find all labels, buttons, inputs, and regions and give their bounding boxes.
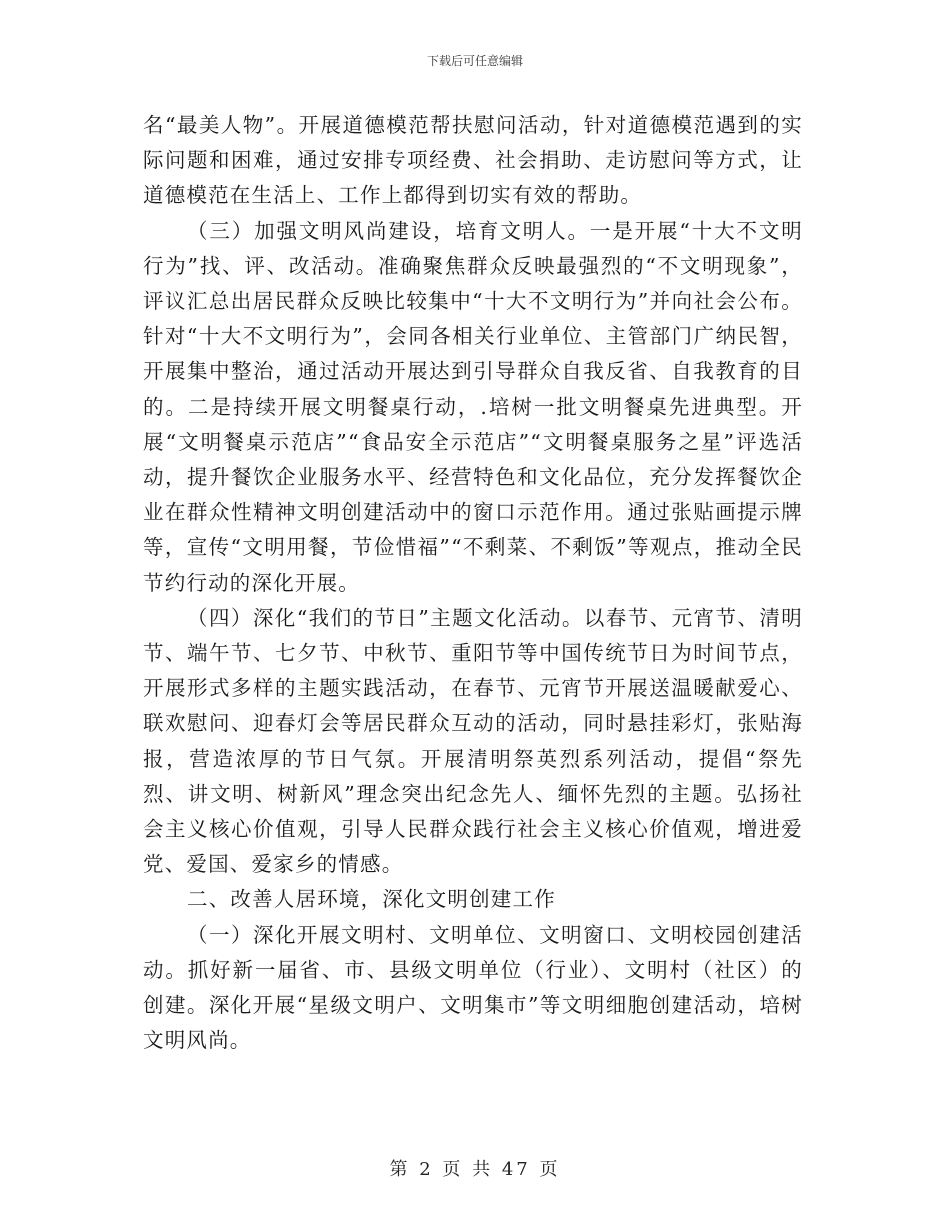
paragraph-2: （三）加强文明风尚建设，培育文明人。一是开展“十大不文明行为”找、评、改活动。准确聚焦群众反映最强烈的“不文明现象”，评议汇总出居民群众反映比较集中“十大不文明行为”并向社会公布。针对“十大不文明行为”，会同各相关行业单位、主管部门广纳民智，开展集中整治，通过活动开展达到引导群众自我反省、自我教育的目的。二是持续开展文明餐桌行动，.培树一批文明餐桌先进典型。开展“文明餐桌示范店”“食品安全示范店”“文明餐桌服务之星”评选活动，提升餐饮企业服务水平、经营特色和文化品位，充分发挥餐饮企业在群众性精神文明创建活动中的窗口示范作用。通过张贴画提示牌等，宣传“文明用餐，节俭惜福”“不剩菜、不剩饭”等观点，推动全民节约行动的深化开展。 — [143, 218, 803, 595]
section-heading: 二、改善人居环境，深化文明创建工作 — [187, 887, 556, 912]
page-header-note: 下载后可任意编辑 — [426, 54, 523, 68]
paragraph-1: 名“最美人物”。开展道德模范帮扶慰问活动，针对道德模范遇到的实际问题和困难，通过安排专项经费、社会捐助、走访慰问等方式，让道德模范在生活上、工作上都得到切实有效的帮助。 — [143, 113, 803, 208]
paragraph-4: （一）深化开展文明村、文明单位、文明窗口、文明校园创建活动。抓好新一届省、市、县级文明单位（行业）、文明村（社区）的创建。深化开展“星级文明户、文明集市”等文明细胞创建活动，培树文明风尚。 — [143, 922, 803, 1053]
page-number-footer: 第 2 页 共 47 页 — [389, 1159, 561, 1180]
document-body — [143, 108, 803, 1058]
paragraph-3: （四）深化“我们的节日”主题文化活动。以春节、元宵节、清明节、端午节、七夕节、中秋节、重阳节等中国传统节日为时间节点，开展形式多样的主题实践活动，在春节、元宵节开展送温暖献爱心、联欢慰问、迎春灯会等居民群众互动的活动，同时悬挂彩灯，张贴海报，营造浓厚的节日气氛。开展清明祭英烈系列活动，提倡“祭先烈、讲文明、树新风”理念突出纪念先人、缅怀先烈的主题。弘扬社会主义核心价值观，引导人民群众践行社会主义核心价值观，增进爱党、爱国、爱家乡的情感。 — [143, 605, 803, 877]
